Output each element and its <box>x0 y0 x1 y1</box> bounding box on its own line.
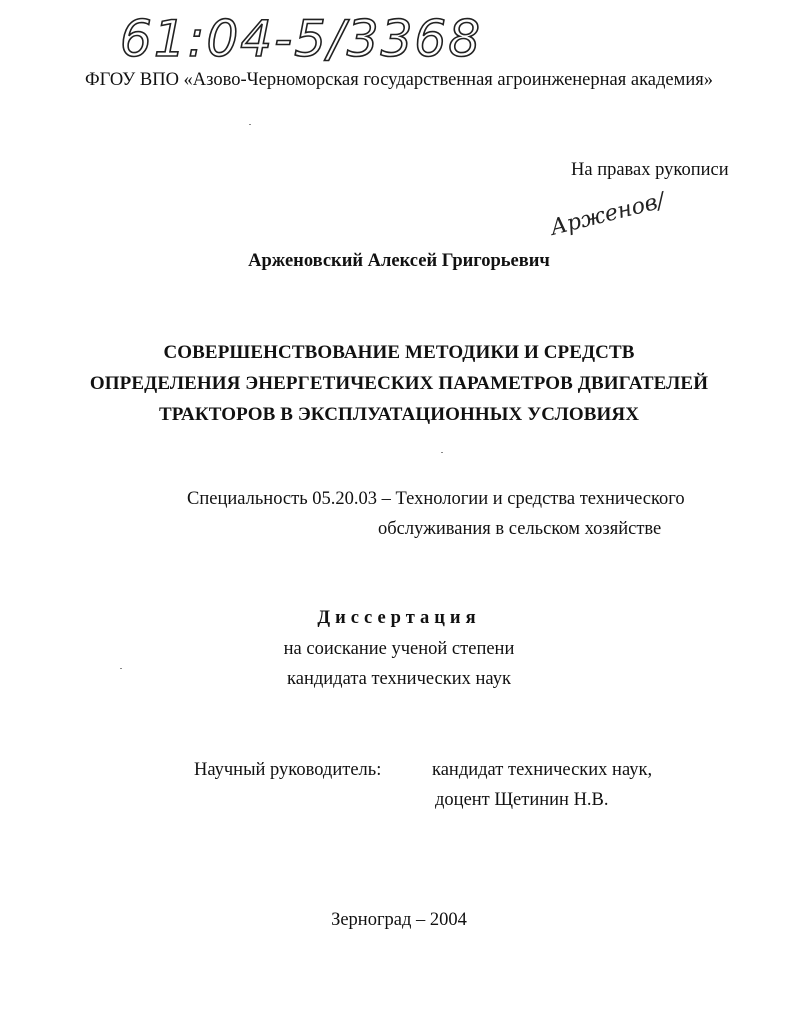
city-year: Зерноград – 2004 <box>331 910 467 930</box>
supervisor-label: Научный руководитель: <box>194 760 382 780</box>
supervisor-line: доцент Щетинин Н.В. <box>435 790 609 810</box>
title-line: ОПРЕДЕЛЕНИЯ ЭНЕРГЕТИЧЕСКИХ ПАРАМЕТРОВ ДВИГАТЕЛЕЙ <box>89 373 709 394</box>
scan-speck <box>249 124 251 125</box>
degree-line: на соискание ученой степени <box>283 639 515 659</box>
institution-name: ФГОУ ВПО «Азово-Черноморская государственная агроинженерная академия» <box>84 70 714 90</box>
dissertation-title <box>0 337 798 430</box>
specialty-line: обслуживания в сельском хозяйстве <box>378 519 662 539</box>
author-signature <box>547 188 668 241</box>
title-line: СОВЕРШЕНСТВОВАНИЕ МЕТОДИКИ И СРЕДСТВ <box>163 342 635 363</box>
author-name: Арженовский Алексей Григорьевич <box>248 251 550 271</box>
specialty-line: Специальность 05.20.03 – Технологии и средства технического <box>187 489 685 509</box>
handwritten-archive-code <box>120 6 520 68</box>
signature-text: Арженов/ <box>547 188 668 241</box>
scan-speck <box>120 668 122 669</box>
title-line: ТРАКТОРОВ В ЭКСПЛУАТАЦИОННЫХ УСЛОВИЯХ <box>158 404 640 425</box>
scan-speck <box>441 452 443 453</box>
document-type: Диссертация <box>317 608 481 628</box>
supervisor-line: кандидат технических наук, <box>432 760 653 780</box>
rights-note: На правах рукописи <box>571 160 729 180</box>
degree-line: кандидата технических наук <box>287 669 511 689</box>
archive-code-text: 61:04-5/3368 <box>120 10 483 68</box>
